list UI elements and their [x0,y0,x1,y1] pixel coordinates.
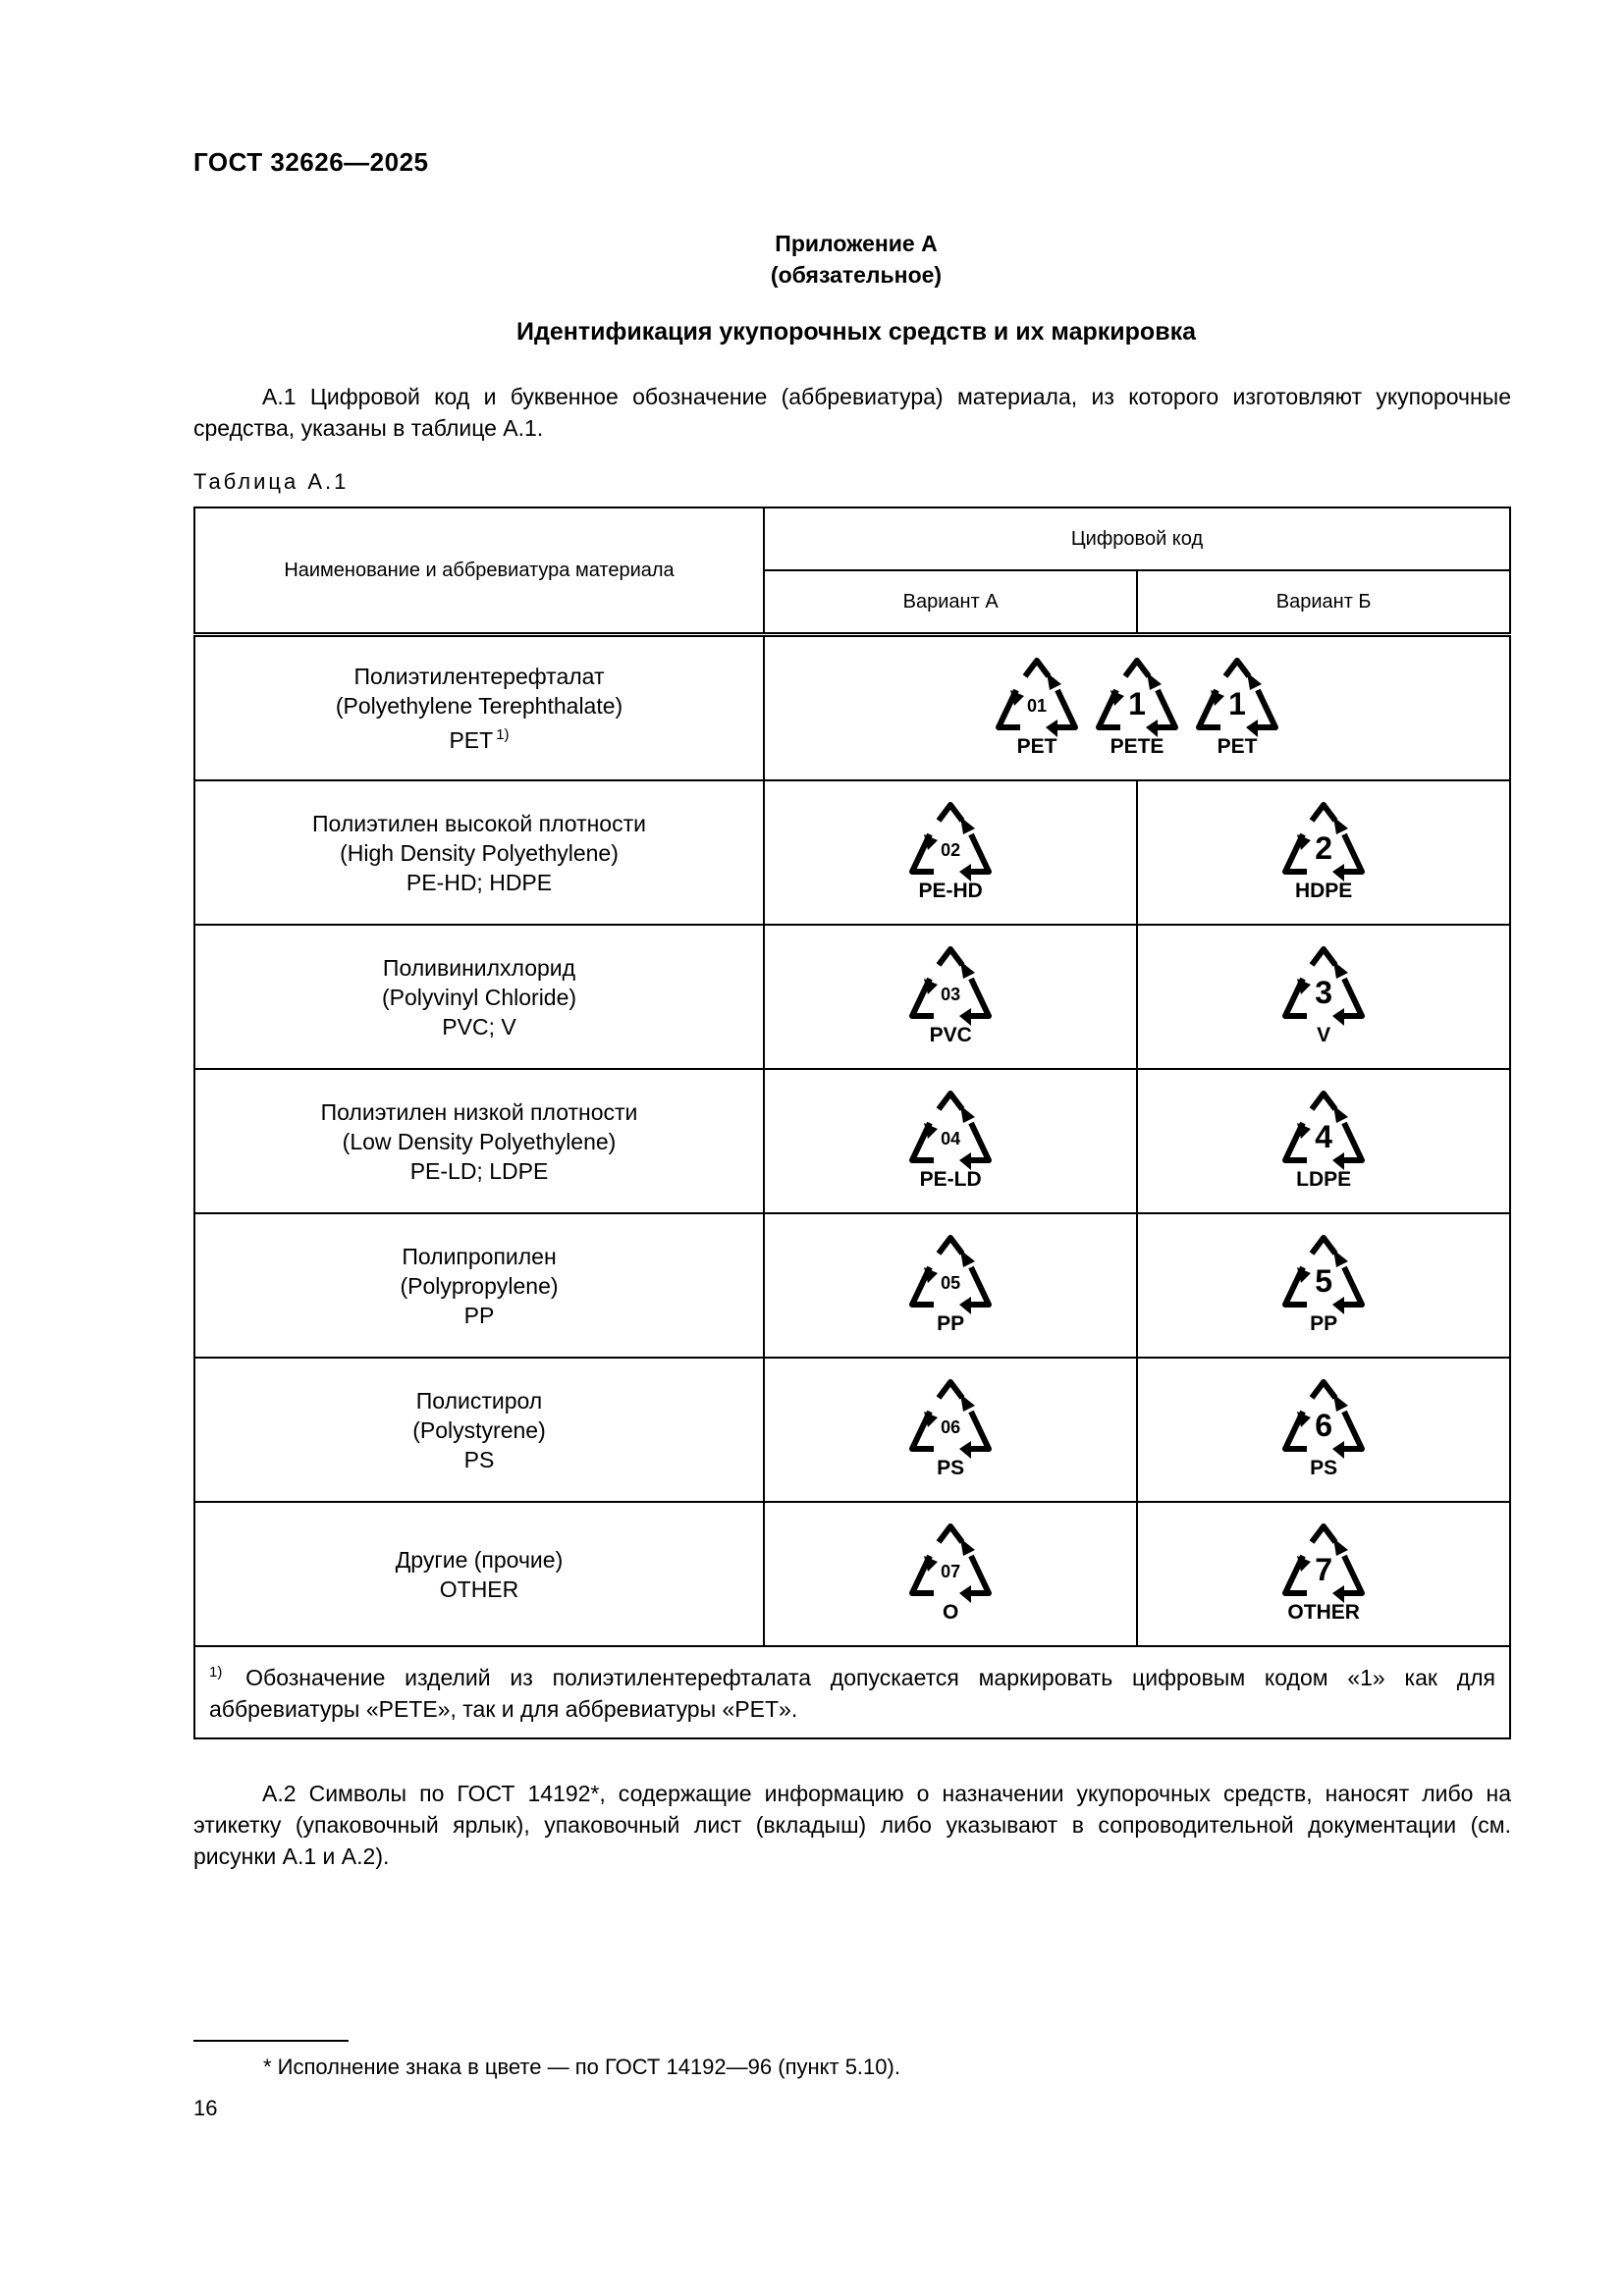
recycling-code-number: 6 [1315,1407,1333,1443]
appendix-status: (обязательное) [770,262,943,288]
recycling-code-abbreviation: PP [937,1311,965,1335]
table-row [194,925,1510,1069]
recycling-code-abbreviation: O [942,1600,959,1624]
header-variant-b: Вариант Б [1137,570,1510,635]
table-body [194,635,1510,1647]
recycling-code-abbreviation: PETE [1110,734,1164,758]
material-name-line: OTHER [439,1575,519,1602]
recycling-symbol-icon [1279,801,1368,905]
recycling-code-abbreviation: PE-HD [918,879,983,902]
table-row [194,1358,1510,1502]
material-name-line: (Polyethylene Terephthalate) [335,693,623,719]
material-name-line: Полиэтилен высокой плотности [312,810,646,836]
material-table [193,507,1511,1739]
paragraph-a2 [193,1778,1511,1872]
recycling-symbol-icon [906,1234,995,1338]
appendix-heading [0,228,1624,291]
material-name-line: Полиэтилентерефталат [353,664,605,689]
material-name-cell [194,925,764,1069]
material-abbr-text: PET [449,727,494,753]
material-name-cell [194,1213,764,1358]
code-cell-variant-a [764,925,1137,1069]
code-cell-merged [764,635,1510,781]
code-cell-variant-b [1137,780,1510,925]
recycling-code-number: 7 [1315,1551,1333,1587]
paragraph-a2-text: А.2 Символы по ГОСТ 14192*, содержащие информацию о назначении укупорочных средств, наносят либо на этикетку (упаковочный ярлык), упаковочный лист (вкладыш) либо указывают в сопроводительной документации (см. рисунки А.1 и А.2). [193,1781,1511,1869]
recycling-symbol-icon [1279,1090,1368,1194]
recycling-symbol-icon [906,801,995,905]
material-name-cell [194,635,764,781]
code-cell-variant-b [1137,1358,1510,1502]
material-name-cell [194,1502,764,1646]
paragraph-a1-text: А.1 Цифровой код и буквенное обозначение (аббревиатура) материала, из которого изготовляют укупорочные средства, указаны в таблице А.1. [193,384,1511,441]
recycling-code-abbreviation: PVC [929,1023,972,1046]
table-row [194,1213,1510,1358]
material-name-line: PS [463,1446,495,1472]
material-name-cell [194,1069,764,1213]
recycling-code-number: 02 [941,839,961,860]
table-row [194,1069,1510,1213]
recycling-code-number: 2 [1315,829,1333,866]
paragraph-a1 [193,381,1511,444]
recycling-code-abbreviation: PET [1016,734,1057,758]
material-name-line: Поливинилхлорид [382,954,576,981]
material-name-cell [194,780,764,925]
code-cell-variant-a [764,1502,1137,1646]
material-name-line: (High Density Polyethylene) [340,839,619,866]
recycling-code-abbreviation: PE-LD [919,1167,982,1191]
recycling-code-abbreviation: V [1317,1023,1331,1046]
footnote-rule [193,2040,349,2042]
material-name-line: (Polyvinyl Chloride) [381,984,577,1010]
material-name-line: PE-HD; HDPE [406,869,553,895]
table-caption: Таблица А.1 [193,469,350,494]
material-name-line: PE-LD; LDPE [409,1157,549,1184]
table-row [194,780,1510,925]
code-cell-variant-b [1137,1502,1510,1646]
material-name-line: (Low Density Polyethylene) [342,1128,617,1154]
material-name-line [195,721,763,755]
recycling-symbol-icon [906,1378,995,1482]
material-name-line: (Polypropylene) [400,1272,559,1299]
code-cell-variant-a [764,1069,1137,1213]
material-name-line: Другие (прочие) [395,1546,564,1573]
footnote-text: Обозначение изделий из полиэтилентерефталата допускается маркировать цифровым кодом «1» как для аббревиатуры «PETE», так и для аббревиатуры «PET». [209,1665,1496,1722]
recycling-code-abbreviation: PS [937,1456,965,1479]
material-name-line: Полиэтилен низкой плотности [320,1098,638,1125]
table-row [194,1502,1510,1646]
table-footnote [194,1646,1510,1738]
recycling-code-number: 1 [1128,685,1146,721]
header-digital-code: Цифровой код [764,507,1510,570]
recycling-symbol-icon [1193,657,1281,761]
document-code: ГОСТ 32626—2025 [193,147,429,177]
recycling-code-number: 3 [1315,974,1333,1010]
header-variant-a: Вариант А [764,570,1137,635]
recycling-code-number: 06 [941,1416,961,1437]
recycling-code-abbreviation: OTHER [1287,1600,1360,1624]
material-name-line: PVC; V [442,1013,516,1040]
recycling-code-abbreviation: LDPE [1296,1167,1352,1191]
recycling-code-number: 1 [1228,685,1246,721]
section-title-text: Идентификация укупорочных средств и их маркировка [516,318,1196,346]
recycling-code-abbreviation: PS [1310,1456,1338,1479]
footnote-ref: 1) [496,726,510,743]
recycling-code-number: 07 [941,1561,961,1581]
recycling-symbol-icon [1279,1234,1368,1338]
recycling-code-abbreviation: HDPE [1294,879,1353,902]
page-footnote: * Исполнение знака в цвете — по ГОСТ 14192—96 (пункт 5.10). [263,2055,900,2079]
material-name-line: PP [463,1302,495,1328]
recycling-code-number: 5 [1315,1262,1333,1299]
recycling-code-number: 01 [1026,695,1048,716]
recycling-symbol-icon [906,1522,995,1627]
recycling-code-number: 05 [941,1272,961,1293]
appendix-title: Приложение А [775,231,938,256]
recycling-symbol-icon [906,945,995,1049]
table-footnote-row [194,1646,1510,1738]
code-cell-variant-a [764,1358,1137,1502]
recycling-code-number: 03 [941,984,961,1004]
material-name-cell [194,1358,764,1502]
section-title [0,318,1624,347]
table-header-row [194,507,1510,570]
code-cell-variant-a [764,780,1137,925]
recycling-symbol-icon [1093,657,1181,761]
recycling-symbol-icon [993,657,1081,761]
recycling-code-number: 4 [1315,1118,1333,1154]
material-name-line: Полистирол [415,1387,543,1414]
recycling-code-abbreviation: PET [1217,734,1258,758]
code-cell-variant-b [1137,925,1510,1069]
code-cell-variant-b [1137,1069,1510,1213]
material-name-line: Полипропилен [402,1243,557,1269]
recycling-code-number: 04 [941,1128,961,1148]
recycling-symbol-icon [1279,945,1368,1049]
material-name-line: (Polystyrene) [412,1416,546,1443]
code-cell-variant-a [764,1213,1137,1358]
table-row [194,635,1510,781]
footnote-marker: 1) [209,1664,223,1681]
recycling-code-abbreviation: PP [1310,1311,1338,1335]
page-number: 16 [193,2096,218,2120]
header-material-name: Наименование и аббревиатура материала [194,507,764,635]
recycling-symbol-icon [1279,1522,1368,1627]
recycling-symbol-icon [906,1090,995,1194]
code-cell-variant-b [1137,1213,1510,1358]
recycling-symbol-icon [1279,1378,1368,1482]
